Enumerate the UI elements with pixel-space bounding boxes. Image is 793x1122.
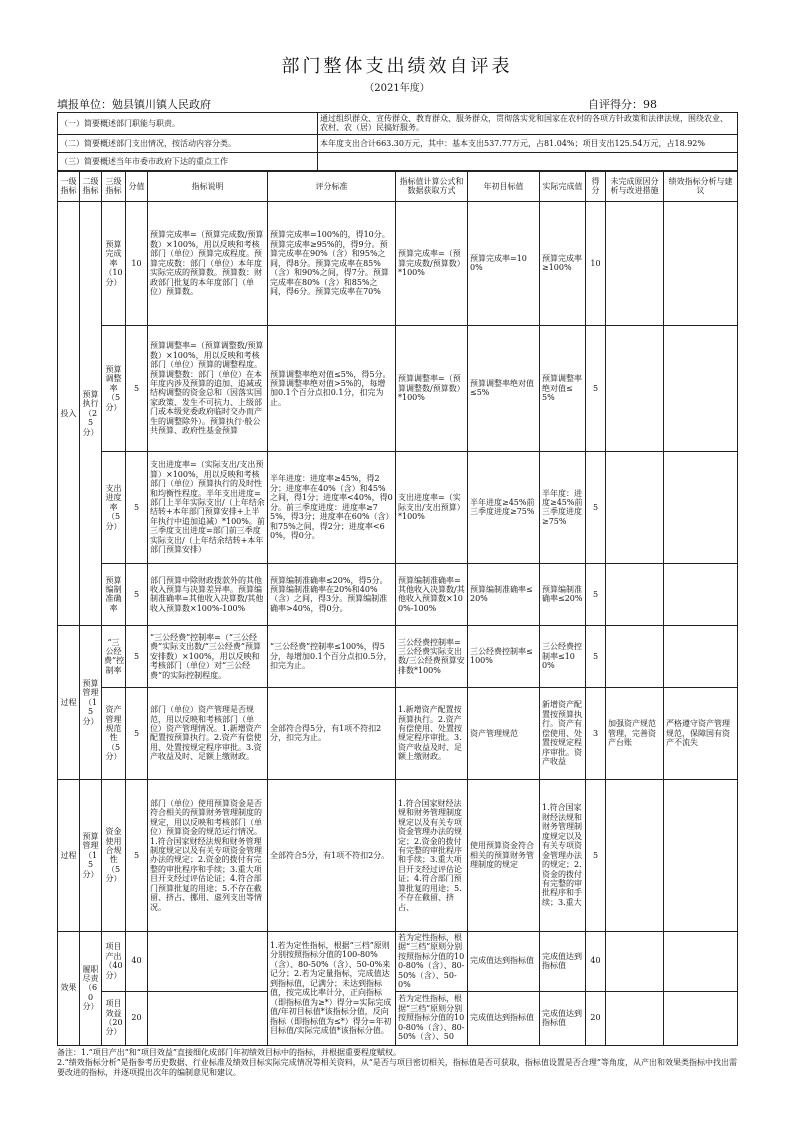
formula-cell: 预算完成率=（预算完成数/预算数）*100%: [396, 201, 468, 325]
summary-label: （二）简要概述部门支出情况，按活动内容分类。: [58, 134, 318, 152]
reason-cell: [606, 779, 664, 931]
unit-label: 填报单位：勉县镇川镇人民政府: [57, 98, 211, 111]
target-cell: 预算调整率绝对值≤5%: [468, 325, 540, 451]
formula-cell: 预算编制准确率=其他收入决算数/其他收入预算数×100%-100%: [396, 563, 468, 625]
description-cell: 预算完成率=（预算完成数/预算数）×100%，用以反映和考核部门（单位）预算完成程度。预算完成数：部门（单位）本年度实际完成的预算数。预算数：财政部门批复的本年度部门（单位）预算数。: [148, 201, 268, 325]
score-cell: 5: [586, 563, 606, 625]
actual-cell: 新增资产配置按预算执行。资产有偿使用、处置按规定程序审批。资产收益: [540, 687, 586, 779]
standard-cell: 预算完成率=100%的，得10分。预算完成率≥95%的，得9分。预算完成率在90%（含）和95%之间，得8分。预算完成率在85%（含）和90%之间，得7分。预算完成率在80%（含）和85%之间，得6分。预算完成率在70%: [268, 201, 396, 325]
reason-cell: [606, 201, 664, 325]
description-cell: “三公经费”控制率=（“三公经费”实际支出数/“三公经费”预算安排数）×100%，用以反映和考核部门（单位）对“三公经费”的实际控制程度。: [148, 625, 268, 687]
reason-cell: [606, 991, 664, 1045]
summary-label: （三）简要概述当年市委市政府下达的重点工作: [58, 152, 318, 170]
footnote-2: 2.“绩效指标分析”是指参考历史数据、行业标准及绩效目标实际完成情况等相关资料，从“是否与项目密切相关，指标值是否可获取，指标值设置是否合理”等角度，从产出和效果类指标中找出需要改进的指标，并逐项提出次年的编制意见和建议。: [57, 1057, 737, 1077]
formula-cell: 1.符合国家财经法规和财务管理制度规定以及有关专项资金管理办法的规定；2.资金的拨付有完整的审批程序和手续；3.重大项目开支经过评估论证；4.符合部门预算批复的用途；5.不存在截留、挤占、: [396, 779, 468, 931]
actual-cell: 完成值达到指标值: [540, 991, 586, 1045]
actual-cell: 预算调整率绝对值≤5%: [540, 325, 586, 451]
level1-process: 过程: [58, 625, 80, 779]
footnote-1: 备注：1.“项目产出”和“项目效益”直接细化成部门年初绩效目标中的指标，并根据重要程度赋权。: [57, 1047, 401, 1057]
level2-exec: 预算执行（25分）: [80, 201, 102, 625]
weight-cell: 5: [126, 563, 148, 625]
weight-cell: 5: [126, 325, 148, 451]
reason-cell: 加强资产规范管理，完善资产台账: [606, 687, 664, 779]
col-standard: 评分标准: [268, 171, 396, 201]
summary-text: [318, 152, 738, 170]
weight-cell: 10: [126, 201, 148, 325]
col-actual: 实际完成值: [540, 171, 586, 201]
standard-cell: 预算编制准确率≤20%，得5分。预算编制准确率在20%和40%（含）之间，得3分。预算编制准确率>40%，得0分。: [268, 563, 396, 625]
weight-cell: 5: [126, 625, 148, 687]
actual-cell: 预算编制准确率≤20%: [540, 563, 586, 625]
level3-cell: “三公经费”控制率: [102, 625, 126, 687]
level3-cell: 支出进度率（5分）: [102, 451, 126, 563]
score-label: 自评得分：98: [588, 98, 657, 111]
summary-text: 本年度支出合计663.30万元，其中：基本支出537.77万元，占81.04%；项目支出125.54万元，占18.92%: [318, 134, 738, 152]
target-cell: 完成值达到指标值: [468, 931, 540, 991]
indicator-table: [57, 171, 738, 1046]
level3-cell: 资金使用合规性（5分）: [102, 779, 126, 931]
table-row: [58, 451, 738, 563]
weight-cell: 40: [126, 931, 148, 991]
reason-cell: [606, 931, 664, 991]
formula-cell: 若为定性指标，根据“三档”原则分别按照指标分值的100-80%（含）、80-50%（含）、50-0%: [396, 931, 468, 991]
col-level2: 二级指标: [80, 171, 102, 201]
level3-cell: 项目效益（20分）: [102, 991, 126, 1045]
analysis-cell: [664, 931, 738, 991]
summary-label: （一）简要概述部门职能与职责。: [58, 113, 318, 135]
table-row: [58, 625, 738, 687]
score-cell: 5: [586, 451, 606, 563]
reason-cell: [606, 563, 664, 625]
description-cell: 部门（单位）资产管理是否规范，用以反映和考核部门（单位）资产管理情况。1.新增资产配置按预算执行。2.资产有偿使用、处置按规定程序审批。3.资产收益及时、足额上缴财政。: [148, 687, 268, 779]
standard-cell: 半年进度：进度率≥45%，得2分；进度率在40%（含）和45%之间，得1分；进度率<40%，得0分。前三季度进度：进度率≥75%，得3分；进度率在60%（含）和75%之间，得2分；进度率<60%，得0分。: [268, 451, 396, 563]
weight-cell: 5: [126, 451, 148, 563]
description-cell: [148, 991, 268, 1045]
col-score: 得分: [586, 171, 606, 201]
reason-cell: [606, 451, 664, 563]
target-cell: 三公经费控制率≤100%: [468, 625, 540, 687]
analysis-cell: [664, 451, 738, 563]
summary-row: [58, 134, 738, 152]
level1-effect: 效果: [58, 931, 80, 1045]
formula-cell: 若为定性指标，根据“三档”原则分别按照指标分值的100-80%（含）、80-50%（含）、50: [396, 991, 468, 1045]
description-cell: 部门预算中除财政拨款外的其他收入预算与决算差异率。预算编制准确率=其他收入决算数/其他收入预算数×100%-100%: [148, 563, 268, 625]
analysis-cell: 严格遵守资产管理规范，保障国有资产不流失: [664, 687, 738, 779]
target-cell: 使用预算资金符合相关的预算财务管理制度的规定: [468, 779, 540, 931]
col-level1: 一级指标: [58, 171, 80, 201]
standard-cell: 1.若为定性指标，根据“三档”原则分别按照指标分值的100-80%（含）、80-50%（含）、50-0%来记分；2.若为定量指标，完成值达到指标值，记满分；未达到指标值，按完成比率计分，正向指标（即指标值为≥*）得分=实际完成值/年初目标值*该指标分值，反向指标（即指标值为≤*）得分=年初目标值/实际完成值*该指标分值。: [268, 931, 396, 1045]
weight-cell: 5: [126, 779, 148, 931]
standard-cell: “三公经费”控制率≤100%，得5分，每增加0.1个百分点扣0.5分，扣完为止。: [268, 625, 396, 687]
target-cell: 预算编制准确率≤20%: [468, 563, 540, 625]
col-reason: 未完成原因分析与改进措施: [606, 171, 664, 201]
level3-cell: 项目产出（40分）: [102, 931, 126, 991]
analysis-cell: [664, 991, 738, 1045]
score-cell: 40: [586, 931, 606, 991]
summary-text: 通过组织群众、宣传群众、教育群众、服务群众，贯彻落实党和国家在农村的各项方针政策和法律法规，围绕农业、农村、农（居）民搞好服务。: [318, 113, 738, 135]
level1-input: 投入: [58, 201, 80, 625]
score-cell: 3: [586, 687, 606, 779]
level2-duty: 履职尽责（60分）: [80, 931, 102, 1045]
level1-process: 过程: [58, 779, 80, 931]
table-row: [58, 779, 738, 931]
summary-table: [57, 112, 738, 171]
standard-cell: 全部符合5分，有1项不符扣2分。: [268, 779, 396, 931]
score-cell: 5: [586, 779, 606, 931]
standard-cell: 全部符合得5分，有1项不符扣2分，扣完为止。: [268, 687, 396, 779]
col-description: 指标说明: [148, 171, 268, 201]
summary-row: [58, 152, 738, 170]
target-cell: 完成值达到指标值: [468, 991, 540, 1045]
weight-cell: 20: [126, 991, 148, 1045]
table-row: [58, 325, 738, 451]
col-level3: 三级指标: [102, 171, 126, 201]
formula-cell: 预算调整率=（预算调整数/预算数）*100%: [396, 325, 468, 451]
description-cell: 预算调整率=（预算调整数/预算数）×100%，用以反映和考核部门（单位）预算的调整程度。预算调整数：部门（单位）在本年度内涉及预算的追加、追减或结构调整的资金总和（因落实国家政策、发生不可抗力、上级部门或本级党委政府临时交办而产生的调整除外）。预算执行·般公共预算、政府性基金预算: [148, 325, 268, 451]
description-cell: [148, 931, 268, 991]
score-cell: 10: [586, 201, 606, 325]
description-cell: 部门（单位）使用预算资金是否符合相关的预算财务管理制度的规定，用以反映和考核部门（单位）预算资金的规范运行情况。1.符合国家财经法规和财务管理制度规定以及有关专项资金管理办法的规定；2.资金的拨付有完整的审批程序和手续；3.重大项目开支经过评估论证；4.符合部门预算批复的用途；5.不存在截留、挤占、挪用、虚列支出等情况。: [148, 779, 268, 931]
reason-cell: [606, 625, 664, 687]
actual-cell: 1.符合国家财经法规和财务管理制度规定以及有关专项资金管理办法的规定；2.资金的拨付有完整的审批程序和手续；3.重大: [540, 779, 586, 931]
score-cell: 5: [586, 625, 606, 687]
col-formula: 指标值计算公式和数据获取方式: [396, 171, 468, 201]
analysis-cell: [664, 625, 738, 687]
actual-cell: 预算完成率≥100%: [540, 201, 586, 325]
table-row: [58, 991, 738, 1045]
level3-cell: 预算调整率（5分）: [102, 325, 126, 451]
header-row: [58, 171, 738, 201]
table-row: [58, 687, 738, 779]
score-cell: 5: [586, 325, 606, 451]
actual-cell: 半年度：进度≥45%前三季度进度≥75%: [540, 451, 586, 563]
analysis-cell: [664, 325, 738, 451]
col-weight: 分值: [126, 171, 148, 201]
level2-mgmt: 预算管理（15分）: [80, 779, 102, 931]
level3-cell: 预算编制准确率: [102, 563, 126, 625]
evaluation-page: [57, 50, 737, 1078]
actual-cell: 三公经费控制率≤100%: [540, 625, 586, 687]
level3-cell: 预算完成率（10分）: [102, 201, 126, 325]
footnote: [57, 1048, 737, 1078]
summary-row: [58, 113, 738, 135]
col-target: 年初目标值: [468, 171, 540, 201]
actual-cell: 完成值达到指标值: [540, 931, 586, 991]
description-cell: 支出进度率=（实际支出/支出预算）×100%，用以反映和考核部门（单位）预算执行的及时性和均衡性程度。半年支出进度=部门上半年实际支出/（上年结余结转+本年部门预算安排+上半年执行中追加追减）*100%。前三季度支出进度=部门前三季度实际支出/（上年结余结转+本年部门预算安排）: [148, 451, 268, 563]
page-title: 部门整体支出绩效自评表: [281, 56, 513, 77]
level3-cell: 资产管理规范性（5分）: [102, 687, 126, 779]
formula-cell: 支出进度率=（实际支出/支出预算）*100%: [396, 451, 468, 563]
target-cell: 半年进度≥45%前三季度进度≥75%: [468, 451, 540, 563]
table-row: [58, 201, 738, 325]
reason-cell: [606, 325, 664, 451]
table-row: [58, 563, 738, 625]
formula-cell: 三公经费控制率=三公经费实际支出数/三公经费预算安排数*100%: [396, 625, 468, 687]
info-row: [57, 96, 737, 112]
formula-cell: 1.新增资产配置按预算执行。2.资产有偿使用、处置按规定程序审批。3.资产收益及时、足额上缴财政。: [396, 687, 468, 779]
score-cell: 20: [586, 991, 606, 1045]
analysis-cell: [664, 779, 738, 931]
table-row: [58, 931, 738, 991]
standard-cell: 预算调整率绝对值≤5%，得5分。预算调整率绝对值>5%的，每增加0.1个百分点扣0.1分，扣完为止。: [268, 325, 396, 451]
analysis-cell: [664, 563, 738, 625]
analysis-cell: [664, 201, 738, 325]
level2-mgmt: 预算管理（15分）: [80, 625, 102, 779]
weight-cell: 5: [126, 687, 148, 779]
target-cell: 预算完成率=100%: [468, 201, 540, 325]
target-cell: 资产管理规范: [468, 687, 540, 779]
year-label: （2021年度）: [364, 83, 430, 94]
col-analysis: 绩效指标分析与建议: [664, 171, 738, 201]
